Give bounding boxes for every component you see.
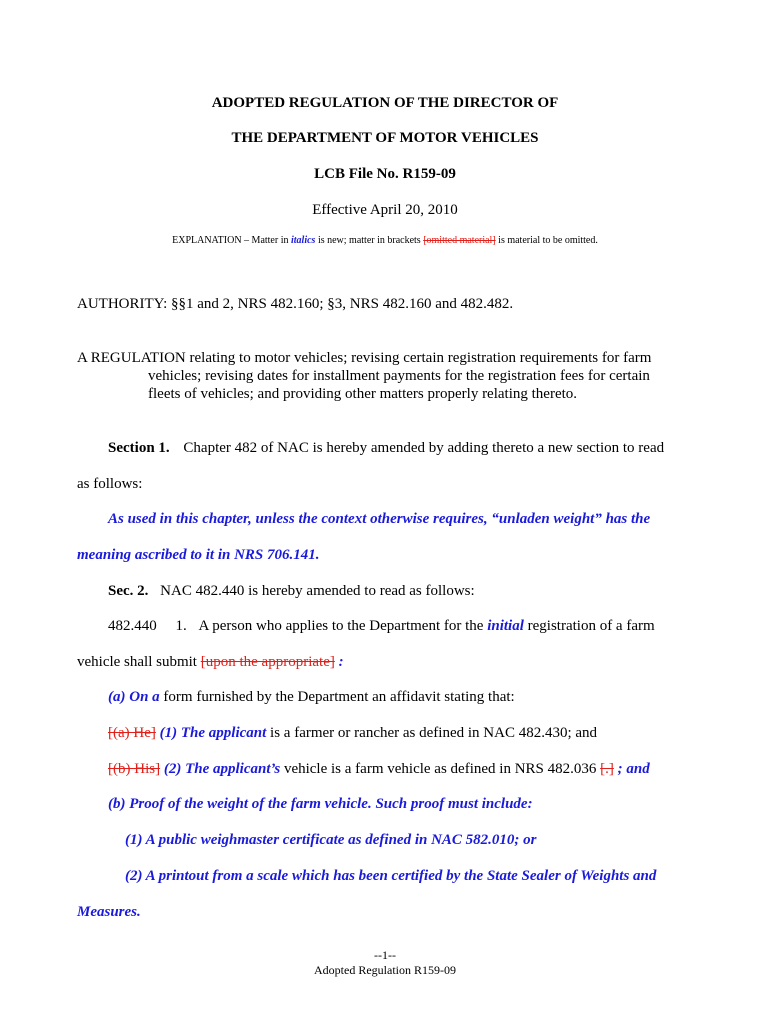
- paragraph-1-cont: [77, 653, 344, 671]
- item-a-new: (a) On a: [108, 689, 160, 705]
- file-number: LCB File No. R159-09: [314, 166, 456, 182]
- section-1-heading: [108, 439, 664, 457]
- footer-label: Adopted Regulation R159-09: [314, 963, 456, 977]
- title-line-1: ADOPTED REGULATION OF THE DIRECTOR OF: [211, 95, 559, 111]
- explanation-omitted: [omitted material]: [423, 235, 496, 246]
- item-2-deleted: [(b) His]: [108, 761, 161, 777]
- item-a-text: form furnished by the Department an affidavit stating that:: [159, 689, 515, 705]
- explanation-text-c: is material to be omitted.: [495, 235, 598, 246]
- section-1-cont: as follows:: [77, 476, 143, 492]
- section-2-label: Sec. 2.: [108, 583, 149, 599]
- item-b-1: (1) A public weighmaster certificate as defined in NAC 582.010; or: [125, 832, 537, 848]
- item-b: (b) Proof of the weight of the farm vehicle. Such proof must include:: [108, 796, 533, 812]
- explanation: [0, 235, 770, 247]
- authority: AUTHORITY: §§1 and 2, NRS 482.160; §3, NRS 482.160 and 482.482.: [77, 296, 514, 312]
- paragraph-1-text-b: registration of a farm: [523, 618, 655, 634]
- item-b-2: (2) A printout from a scale which has been certified by the State Sealer of Weights and: [125, 868, 657, 884]
- paragraph-1-text-a: A person who applies to the Department for the: [198, 618, 488, 634]
- paragraph-1-number: 482.440 1.: [108, 618, 187, 634]
- item-1: [108, 724, 597, 742]
- regulation-line-3: fleets of vehicles; and providing other matters properly relating thereto.: [148, 386, 578, 402]
- section-1-text: Chapter 482 of NAC is hereby amended by adding thereto a new section to read: [183, 440, 665, 456]
- paragraph-1-deleted: [upon the appropriate]: [200, 654, 335, 670]
- section-2-text: NAC 482.440 is hereby amended to read as follows:: [160, 583, 475, 599]
- paragraph-1-initial: initial: [487, 618, 524, 634]
- item-2-text: vehicle is a farm vehicle as defined in NRS 482.036: [280, 761, 601, 777]
- explanation-italics: italics: [290, 235, 316, 246]
- item-2-new: (2) The applicant’s: [160, 761, 281, 777]
- regulation-line-1: A REGULATION relating to motor vehicles; revising certain registration requirements for farm: [77, 350, 652, 366]
- paragraph-1: [108, 617, 655, 635]
- item-2-deleted-period: [.]: [600, 761, 614, 777]
- regulation-line-2: vehicles; revising dates for installment payments for the registration fees for certain: [148, 368, 650, 384]
- item-b-2-cont: Measures.: [77, 904, 141, 920]
- title-line-2: THE DEPARTMENT OF MOTOR VEHICLES: [231, 130, 539, 146]
- explanation-text-b: is new; matter in brackets: [315, 235, 424, 246]
- item-2-new-and: ; and: [613, 761, 650, 777]
- explanation-text-a: EXPLANATION – Matter in: [172, 235, 291, 246]
- item-2: [108, 760, 650, 778]
- item-1-text: is a farmer or rancher as defined in NAC 482.430; and: [266, 725, 598, 741]
- section-1-label: Section 1.: [108, 440, 170, 456]
- section-1-new-line-1: As used in this chapter, unless the context otherwise requires, “unladen weight” has the: [108, 511, 651, 527]
- paragraph-1-colon: :: [334, 654, 344, 670]
- page-number: --1--: [374, 948, 396, 962]
- effective-date: Effective April 20, 2010: [312, 202, 458, 218]
- section-1-new-line-2: meaning ascribed to it in NRS 706.141.: [77, 547, 320, 563]
- paragraph-1-cont-text: vehicle shall submit: [77, 654, 201, 670]
- item-1-deleted: [(a) He]: [108, 725, 156, 741]
- item-1-new: (1) The applicant: [155, 725, 267, 741]
- section-2-heading: [108, 582, 475, 600]
- item-a: [108, 688, 515, 706]
